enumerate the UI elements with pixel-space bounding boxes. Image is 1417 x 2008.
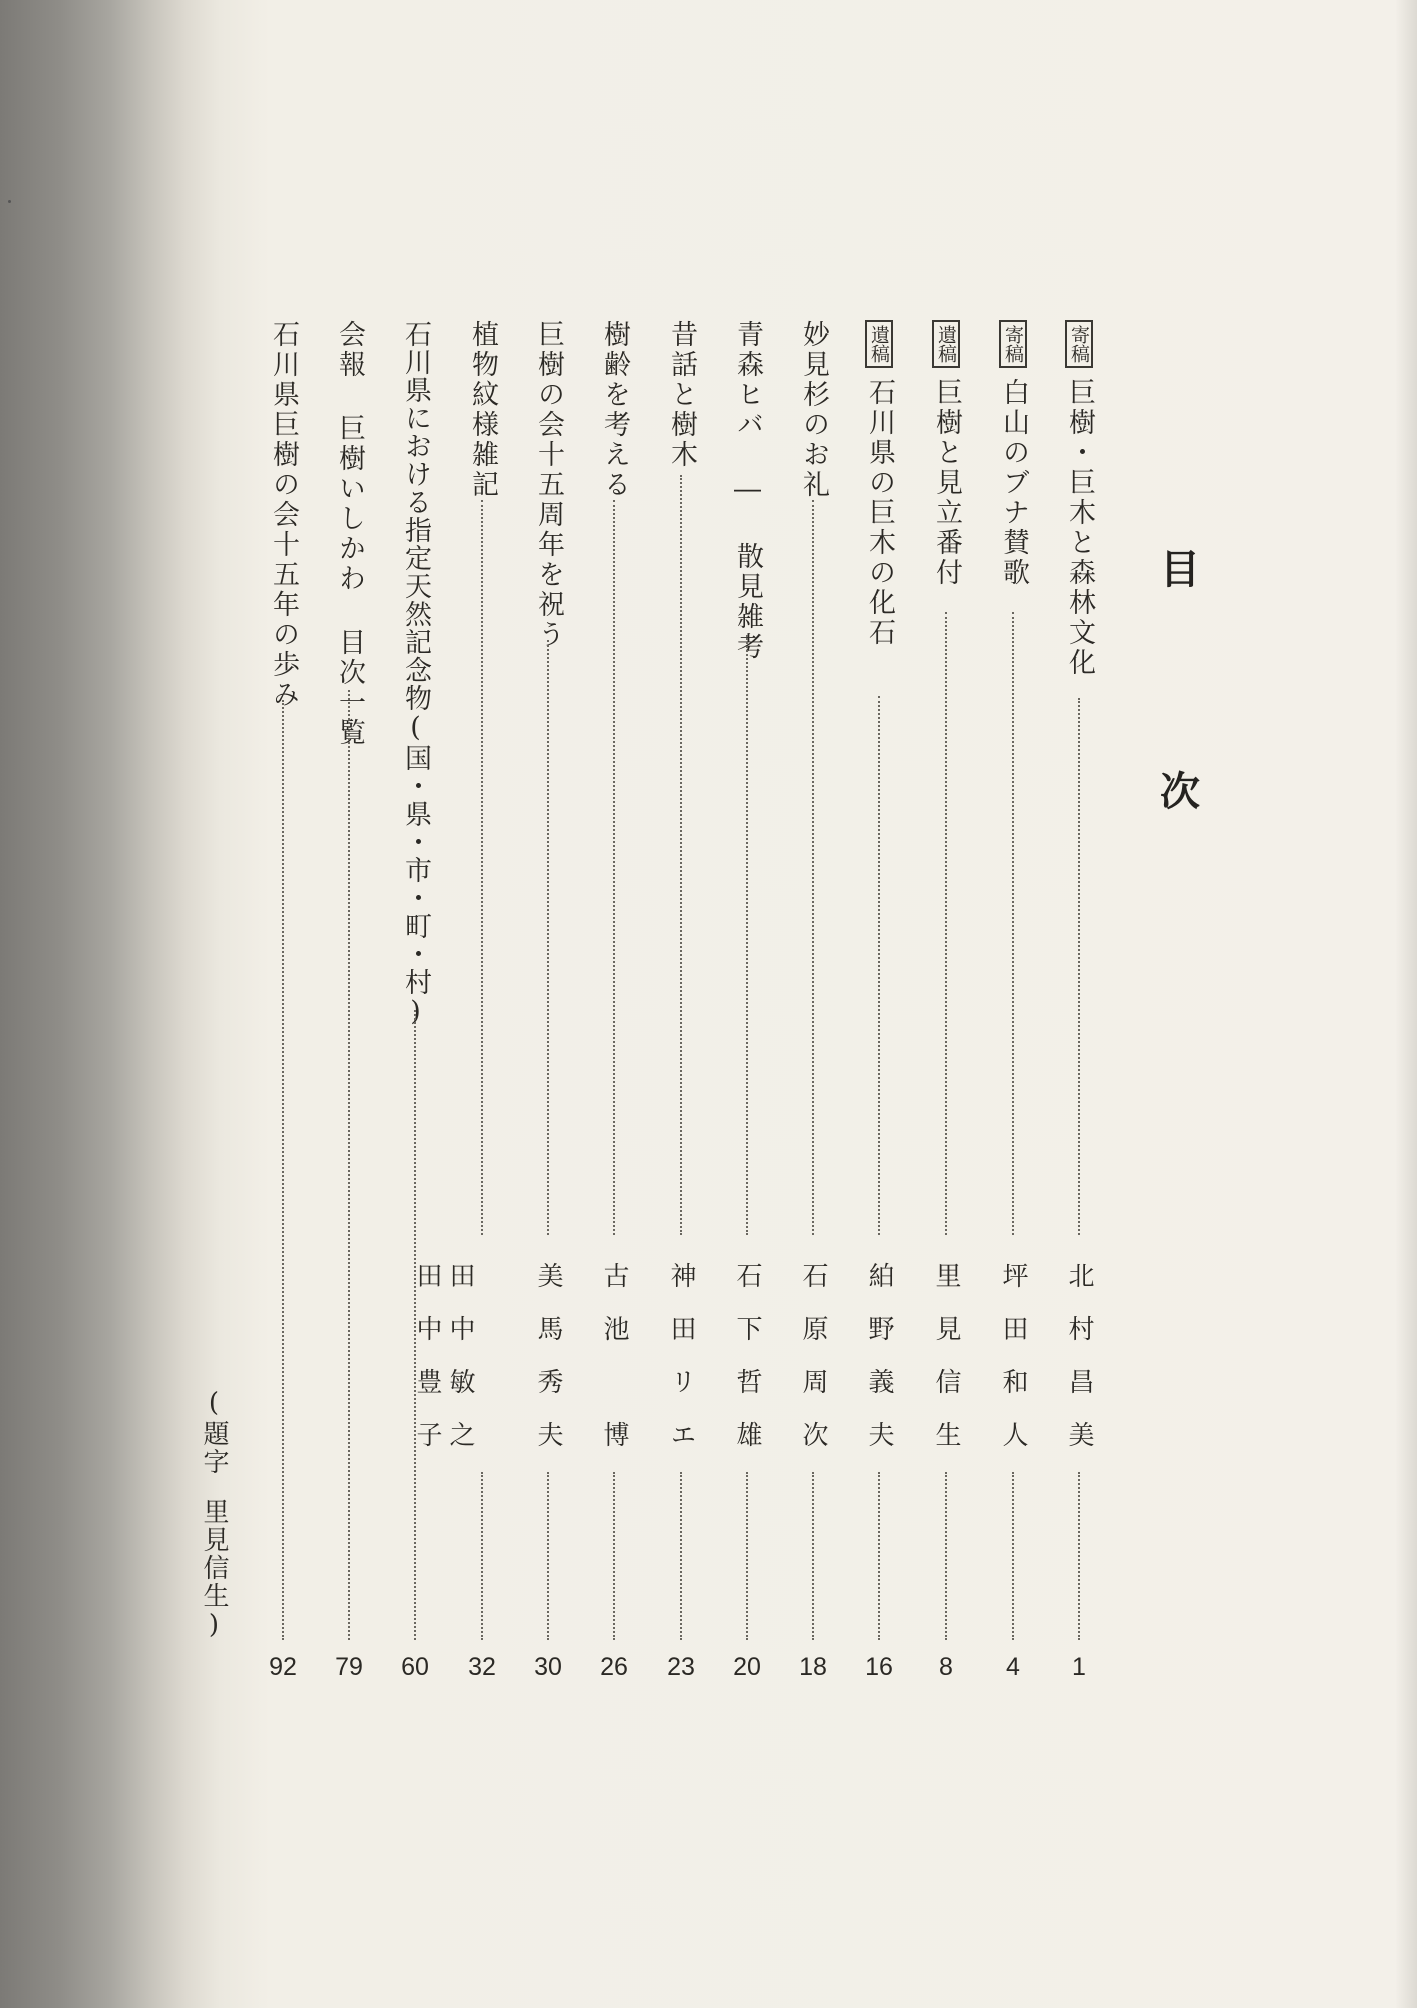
- entry-title: [993, 320, 1033, 588]
- entry-page-number: 8: [939, 1653, 953, 1681]
- toc-entry[interactable]: [528, 0, 568, 2008]
- dot-leader: [1012, 1472, 1014, 1640]
- entry-author: 絈野義夫: [864, 1262, 894, 1474]
- toc-heading-char-1: 目: [1160, 547, 1200, 593]
- entry-category-tag: 寄稿: [999, 320, 1027, 368]
- speck: [8, 200, 11, 203]
- dot-leader: [746, 635, 748, 1235]
- entry-title-text: 巨樹・巨木と森林文化: [1064, 378, 1095, 678]
- dot-leader: [613, 1472, 615, 1640]
- entry-page-number: 26: [600, 1653, 628, 1681]
- dot-leader: [613, 500, 615, 1235]
- dot-leader: [547, 640, 549, 1235]
- dot-leader: [414, 1010, 416, 1640]
- entry-title-text: 青森ヒバ ― 散見雑考: [732, 320, 763, 662]
- entry-title-text: 樹齢を考える: [599, 320, 630, 500]
- entry-title: [859, 320, 899, 648]
- toc-entry[interactable]: [661, 0, 701, 2008]
- dot-leader: [812, 500, 814, 1235]
- entry-page-number: 30: [534, 1653, 562, 1681]
- entry-author: 里見信生: [931, 1262, 961, 1474]
- entry-title: [462, 320, 502, 500]
- entry-page-number: 16: [865, 1653, 893, 1681]
- entry-author: 田中敏之: [445, 1262, 475, 1474]
- toc-entry[interactable]: [859, 0, 899, 2008]
- dot-leader: [746, 1472, 748, 1640]
- credit-name: 里見信生: [199, 1498, 229, 1610]
- entry-title-text: 植物紋様雑記: [467, 320, 498, 500]
- toc-heading-char-2: 次: [1160, 769, 1200, 815]
- toc-entry[interactable]: [395, 0, 435, 2008]
- entry-title: [594, 320, 634, 500]
- entry-title: [329, 320, 369, 748]
- credit-label: 題字: [199, 1420, 229, 1476]
- dot-leader: [547, 1472, 549, 1640]
- dot-leader: [348, 690, 350, 1640]
- dot-leader: [878, 696, 880, 1235]
- entry-title-text: 石川県における指定天然記念物(国・県・市・町・村): [400, 320, 431, 1028]
- toc-entry[interactable]: [993, 0, 1033, 2008]
- entry-title: [926, 320, 966, 588]
- entry-page-number: 92: [269, 1653, 297, 1681]
- entry-title: [528, 320, 568, 650]
- credit-close-paren: ): [199, 1610, 229, 1642]
- entry-title-text: 妙見杉のお礼: [798, 320, 829, 500]
- dot-leader: [1078, 698, 1080, 1235]
- dot-leader: [481, 1472, 483, 1640]
- entry-title-text: 白山のブナ賛歌: [998, 378, 1029, 588]
- entry-author: 北村昌美: [1064, 1262, 1094, 1474]
- toc-entry[interactable]: [793, 0, 833, 2008]
- entry-category-tag: 遺稿: [865, 320, 893, 368]
- entry-title: [263, 320, 303, 710]
- toc-entry[interactable]: [329, 0, 369, 2008]
- dot-leader: [481, 500, 483, 1235]
- entry-page-number: 4: [1006, 1653, 1020, 1681]
- entry-author: 古池 博: [599, 1262, 629, 1474]
- entry-category-tag: 遺稿: [932, 320, 960, 368]
- entry-category-tag: 寄稿: [1065, 320, 1093, 368]
- entry-title: [395, 320, 435, 1028]
- entry-author: 田中豊子: [412, 1262, 442, 1474]
- dot-leader: [282, 700, 284, 1640]
- entry-page-number: 32: [468, 1653, 496, 1681]
- dot-leader: [945, 612, 947, 1235]
- toc-entry[interactable]: [926, 0, 966, 2008]
- dot-leader: [812, 1472, 814, 1640]
- toc-entry[interactable]: [1059, 0, 1099, 2008]
- entry-page-number: 79: [335, 1653, 363, 1681]
- entry-page-number: 23: [667, 1653, 695, 1681]
- entry-author: 石下哲雄: [732, 1262, 762, 1474]
- entry-title-text: 石川県の巨木の化石: [864, 378, 895, 648]
- entry-title-text: 昔話と樹木: [666, 320, 697, 470]
- entry-author: 神田リエ: [666, 1262, 696, 1474]
- entry-title: [727, 320, 767, 662]
- entry-page-number: 18: [799, 1653, 827, 1681]
- entry-title-text: 石川県巨樹の会十五年の歩み: [268, 320, 299, 710]
- dot-leader: [1012, 612, 1014, 1235]
- toc-entry[interactable]: [727, 0, 767, 2008]
- entry-author: 坪田和人: [998, 1262, 1028, 1474]
- entry-title-text: 巨樹の会十五周年を祝う: [533, 320, 564, 650]
- entry-author: 石原周次: [798, 1262, 828, 1474]
- entry-title: [793, 320, 833, 500]
- dot-leader: [680, 1472, 682, 1640]
- entry-page-number: 1: [1072, 1653, 1086, 1681]
- entry-title: [661, 320, 701, 470]
- entry-page-number: 60: [401, 1653, 429, 1681]
- entry-title-text: 会報 巨樹いしかわ 目次一覧: [334, 320, 365, 748]
- entry-author: 美馬秀夫: [533, 1262, 563, 1474]
- credit-open-paren: (: [199, 1388, 229, 1420]
- dot-leader: [1078, 1472, 1080, 1640]
- entry-title: [1059, 320, 1099, 678]
- toc-entry[interactable]: [263, 0, 303, 2008]
- entry-title-text: 巨樹と見立番付: [931, 378, 962, 588]
- dot-leader: [945, 1472, 947, 1640]
- dot-leader: [680, 475, 682, 1235]
- entry-page-number: 20: [733, 1653, 761, 1681]
- calligraphy-credit: [194, 1388, 234, 1642]
- toc-entry[interactable]: [594, 0, 634, 2008]
- dot-leader: [878, 1472, 880, 1640]
